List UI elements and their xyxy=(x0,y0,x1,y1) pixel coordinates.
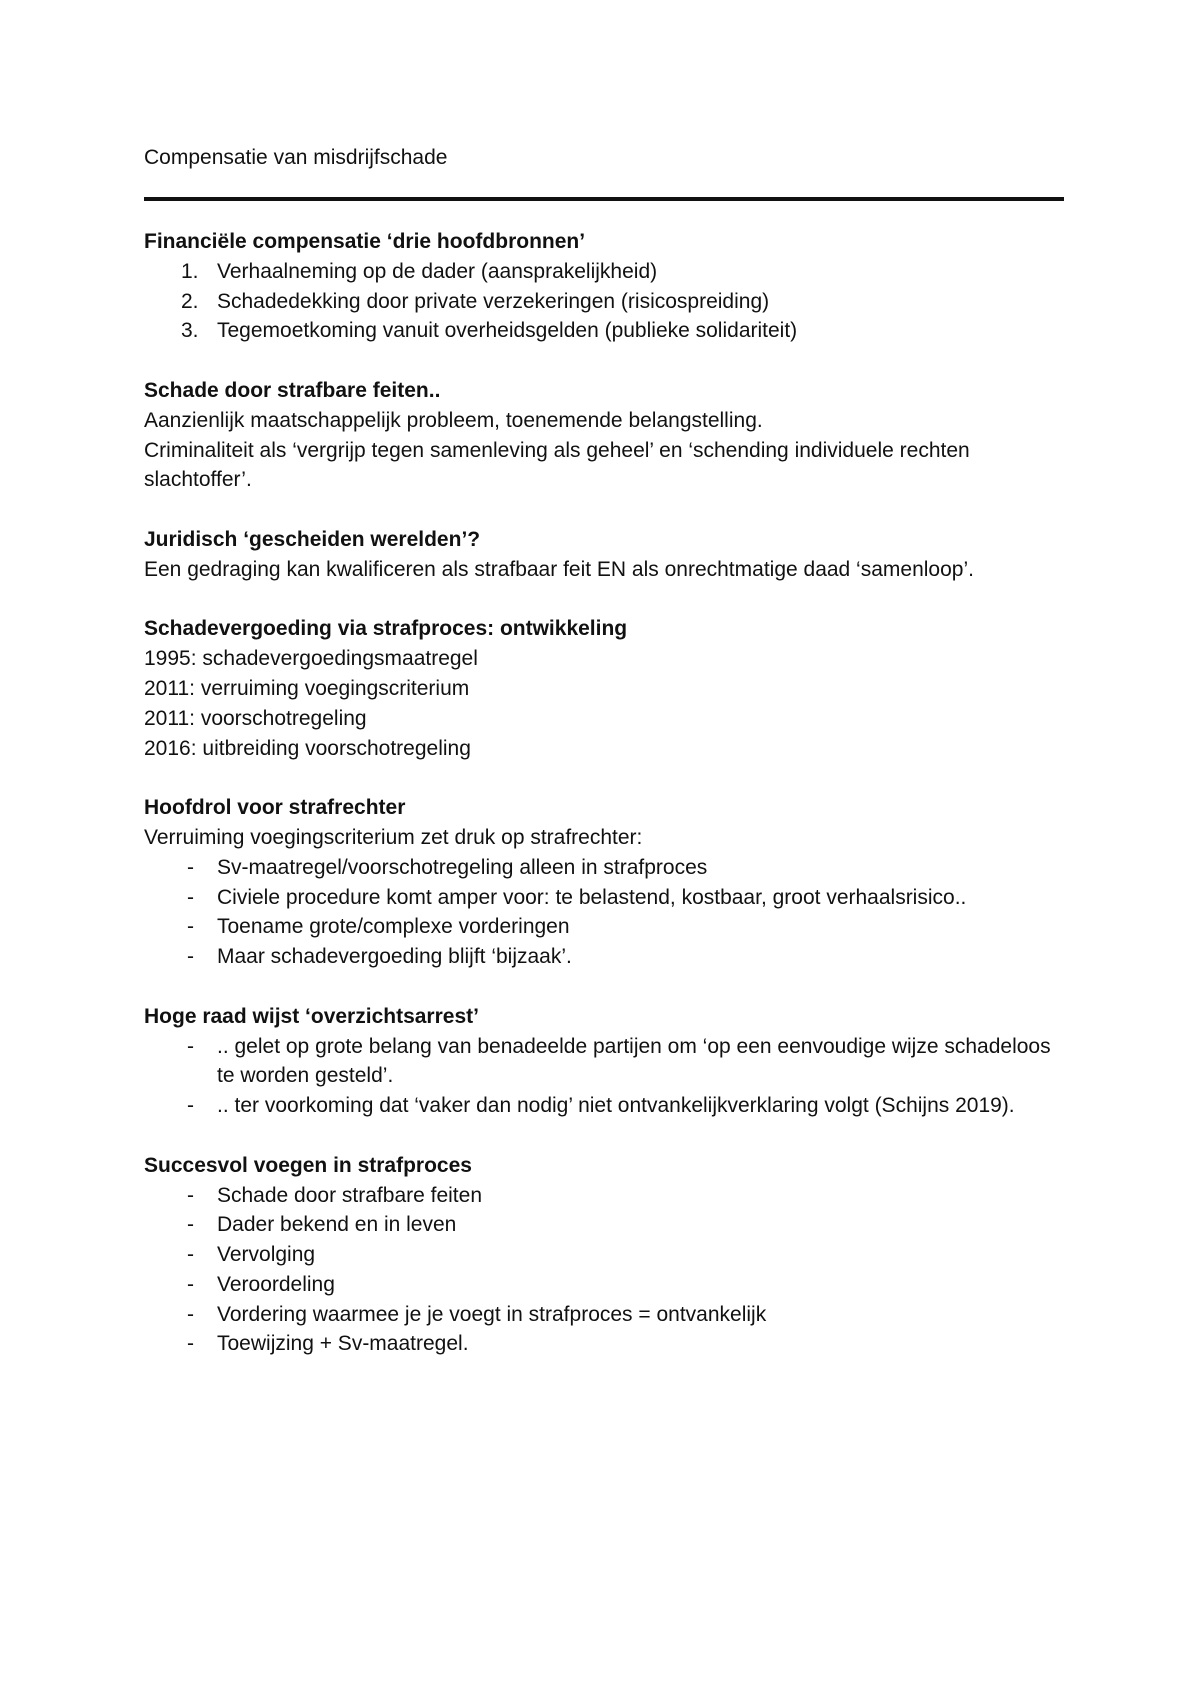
numbered-list xyxy=(144,257,1064,346)
list-item xyxy=(144,316,1064,346)
list-number: 3. xyxy=(181,319,199,343)
list-item-text: Maar schadevergoeding blijft ‘bijzaak’. xyxy=(217,945,572,969)
timeline-entry: 2011: voorschotregeling xyxy=(144,706,367,730)
list-item-text: Schade door strafbare feiten xyxy=(217,1183,483,1207)
paragraph: Aanzienlijk maatschappelijk probleem, toenemende belangstelling. xyxy=(144,408,763,432)
list-item xyxy=(144,257,1064,287)
dash-bullet: - xyxy=(187,885,194,909)
section-financiele-compensatie xyxy=(144,227,1064,346)
section-heading: Hoofdrol voor strafrechter xyxy=(144,796,406,820)
list-item xyxy=(144,942,1064,972)
dash-bullet: - xyxy=(187,1094,194,1118)
list-item-text: Dader bekend en in leven xyxy=(217,1213,457,1237)
document-page xyxy=(144,140,1064,1389)
section-heading: Schade door strafbare feiten.. xyxy=(144,378,441,402)
list-item-text: Verhaalneming op de dader (aansprakelijkheid) xyxy=(217,259,658,283)
section-hoofdrol-strafrechter xyxy=(144,793,1064,972)
section-schadevergoeding-ontwikkeling xyxy=(144,614,1064,763)
bullet-list xyxy=(144,1032,1064,1121)
section-juridisch xyxy=(144,525,1064,585)
section-heading: Succesvol voegen in strafproces xyxy=(144,1153,472,1177)
timeline-entry: 2011: verruiming voegingscriterium xyxy=(144,676,470,700)
list-item xyxy=(144,883,1064,913)
list-item xyxy=(144,287,1064,317)
paragraph: Criminaliteit als ‘vergrijp tegen samenleving als geheel’ en ‘schending individuele rechten slachtoffer’. xyxy=(144,438,970,492)
list-item xyxy=(144,1329,1064,1359)
list-item xyxy=(144,912,1064,942)
dash-bullet: - xyxy=(187,915,194,939)
list-item-text: Vordering waarmee je je voegt in strafproces = ontvankelijk xyxy=(217,1302,767,1326)
section-succesvol-voegen xyxy=(144,1151,1064,1360)
list-item-text: .. gelet op grote belang van benadeelde partijen om ‘op een eenvoudige wijze schadeloos te worden gesteld’. xyxy=(217,1034,1051,1088)
list-item xyxy=(144,853,1064,883)
title-divider xyxy=(144,197,1064,201)
bullet-list xyxy=(144,853,1064,972)
page-title: Compensatie van misdrijfschade xyxy=(144,146,448,169)
list-number: 1. xyxy=(181,259,199,283)
list-item xyxy=(144,1270,1064,1300)
bullet-list xyxy=(144,1181,1064,1360)
list-item xyxy=(144,1210,1064,1240)
list-item xyxy=(144,1181,1064,1211)
timeline-entry: 1995: schadevergoedingsmaatregel xyxy=(144,647,478,671)
list-item-text: Tegemoetkoming vanuit overheidsgelden (publieke solidariteit) xyxy=(217,319,798,343)
section-heading: Juridisch ‘gescheiden werelden’? xyxy=(144,527,481,551)
dash-bullet: - xyxy=(187,855,194,879)
dash-bullet: - xyxy=(187,1302,194,1326)
timeline-entry: 2016: uitbreiding voorschotregeling xyxy=(144,736,471,760)
paragraph: Verruiming voegingscriterium zet druk op strafrechter: xyxy=(144,825,643,849)
list-number: 2. xyxy=(181,289,199,313)
section-hoge-raad xyxy=(144,1002,1064,1121)
dash-bullet: - xyxy=(187,1243,194,1267)
list-item-text: Toewijzing + Sv-maatregel. xyxy=(217,1332,469,1356)
list-item xyxy=(144,1240,1064,1270)
list-item-text: Schadedekking door private verzekeringen (risicospreiding) xyxy=(217,289,770,313)
section-heading: Hoge raad wijst ‘overzichtsarrest’ xyxy=(144,1004,479,1028)
list-item xyxy=(144,1032,1064,1092)
section-heading: Schadevergoeding via strafproces: ontwikkeling xyxy=(144,617,628,641)
list-item-text: Sv-maatregel/voorschotregeling alleen in strafproces xyxy=(217,855,708,879)
section-heading: Financiële compensatie ‘drie hoofdbronnen’ xyxy=(144,230,586,253)
dash-bullet: - xyxy=(187,1213,194,1237)
list-item-text: .. ter voorkoming dat ‘vaker dan nodig’ niet ontvankelijkverklaring volgt (Schijns 2019). xyxy=(217,1094,1015,1118)
list-item-text: Vervolging xyxy=(217,1243,316,1267)
dash-bullet: - xyxy=(187,945,194,969)
dash-bullet: - xyxy=(187,1034,194,1058)
dash-bullet: - xyxy=(187,1272,194,1296)
list-item xyxy=(144,1300,1064,1330)
dash-bullet: - xyxy=(187,1332,194,1356)
dash-bullet: - xyxy=(187,1183,194,1207)
list-item-text: Veroordeling xyxy=(217,1272,335,1296)
list-item-text: Toename grote/complexe vorderingen xyxy=(217,915,570,939)
list-item xyxy=(144,1091,1064,1121)
paragraph: Een gedraging kan kwalificeren als strafbaar feit EN als onrechtmatige daad ‘samenloop’. xyxy=(144,557,974,581)
list-item-text: Civiele procedure komt amper voor: te belastend, kostbaar, groot verhaalsrisico.. xyxy=(217,885,967,909)
section-schade-strafbare-feiten xyxy=(144,376,1064,495)
